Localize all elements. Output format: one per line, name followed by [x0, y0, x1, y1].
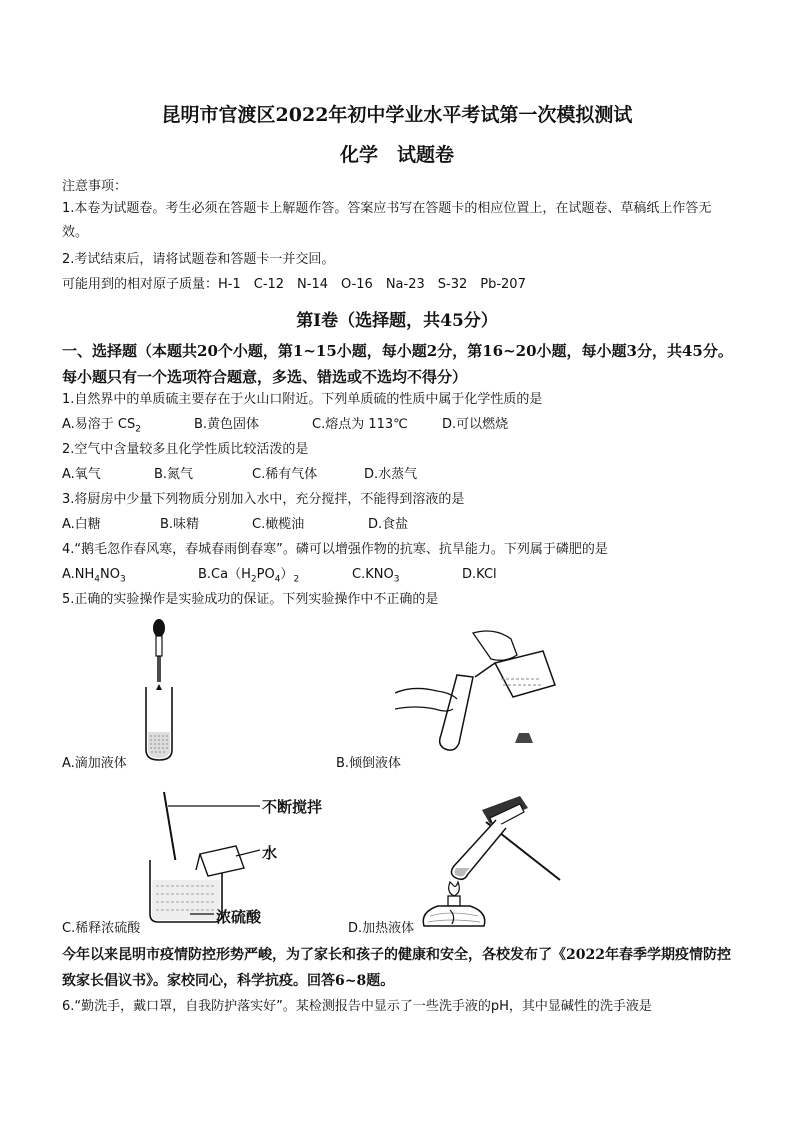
- question-3-option-d: D.食盐: [368, 517, 409, 532]
- question-1-option-c: C.熔点为 113℃: [312, 417, 408, 432]
- question-3-option-a: A.白糖: [62, 517, 101, 532]
- question-2-option-b: B.氮气: [154, 467, 194, 482]
- question-2-stem: 2.空气中含量较多且化学性质比较活泼的是: [62, 442, 309, 457]
- question-3-option-c: C.橄榄油: [252, 517, 305, 532]
- figure-d-label: D.加热液体: [348, 921, 415, 936]
- question-4-option-c: $C.KNO_3$: [352, 567, 400, 585]
- heating-figure: [420, 792, 580, 932]
- dilution-figure: [140, 790, 260, 925]
- question-2-option-c: C.稀有气体: [252, 467, 318, 482]
- atomic-mass-line: 可能用到的相对原子质量：H-1 C-12 N-14 O-16 Na-23 S-32 Pb-207: [62, 277, 526, 292]
- notes-heading: 注意事项：: [62, 179, 128, 194]
- notes-item-1: 1.本卷为试题卷。考生必须在答题卡上解题作答。答案应书写在答题卡的相应位置上，在试题卷、草稿纸上作答无效。: [62, 201, 712, 240]
- exam-subtitle: 化学 试题卷: [339, 144, 454, 166]
- question-1-option-a: A.易溶于 $CS_2$: [62, 417, 141, 435]
- question-1-options: [62, 416, 734, 434]
- label-stir: 不断搅拌: [262, 798, 323, 816]
- part1-title: 第Ⅰ卷（选择题，共45分）: [296, 311, 498, 331]
- section-intro: 一、选择题（本题共20个小题，第1~15小题，每小题2分，第16~20小题，每小题3分，共45分。每小题只有一个选项符合题意，多选、错选或不选均不得分）: [62, 342, 733, 386]
- question-4-option-d: D.KCl: [462, 567, 497, 582]
- question-3-options: [62, 516, 734, 534]
- question-1-option-b: B.黄色固体: [194, 417, 260, 432]
- question-1-stem: 1.自然界中的单质硫主要存在于火山口附近。下列单质硫的性质中属于化学性质的是: [62, 392, 543, 407]
- question-6-stem: 6.“勤洗手，戴口罩，自我防护落实好”。某检测报告中显示了一些洗手液的pH，其中显碱性的洗手液是: [62, 999, 652, 1014]
- question-3-option-b: B.味精: [160, 517, 200, 532]
- figure-c-label: C.稀释浓硫酸: [62, 921, 141, 936]
- pouring-figure: [395, 625, 565, 755]
- question-2-option-a: A.氧气: [62, 467, 101, 482]
- exam-title: 昆明市官渡区2022年初中学业水平考试第一次模拟测试: [161, 104, 633, 126]
- context-questions-6-8: 今年以来昆明市疫情防控形势严峻，为了家长和孩子的健康和安全，各校发布了《2022年春季学期疫情防控致家长倡议书》。家校同心，科学抗疫。回答6~8题。: [62, 947, 731, 989]
- dropper-figure: [120, 612, 200, 762]
- label-concentrated-acid: 浓硫酸: [216, 908, 262, 926]
- question-5-stem: 5.正确的实验操作是实验成功的保证。下列实验操作中不正确的是: [62, 592, 439, 607]
- question-4-option-b: $B.Ca(H_2PO_4)_2$: [198, 567, 300, 585]
- notes-item-2: 2.考试结束后，请将试题卷和答题卡一并交回。: [62, 252, 335, 267]
- figure-b-label: B.倾倒液体: [336, 756, 402, 771]
- question-2-option-d: D.水蒸气: [364, 467, 418, 482]
- question-3-stem: 3.将厨房中少量下列物质分别加入水中，充分搅拌，不能得到溶液的是: [62, 492, 465, 507]
- question-1-option-d: D.可以燃烧: [442, 417, 509, 432]
- figure-a-label: A.滴加液体: [62, 756, 127, 771]
- label-water: 水: [262, 844, 278, 862]
- question-4-stem: 4.“鹅毛忽作春风寒，春城春雨倒春寒”。磷可以增强作物的抗寒、抗旱能力。下列属于磷肥的是: [62, 542, 608, 557]
- question-4-options: [62, 566, 734, 584]
- question-2-options: [62, 466, 734, 484]
- question-4-option-a: $A.NH_4NO_3$: [62, 567, 126, 585]
